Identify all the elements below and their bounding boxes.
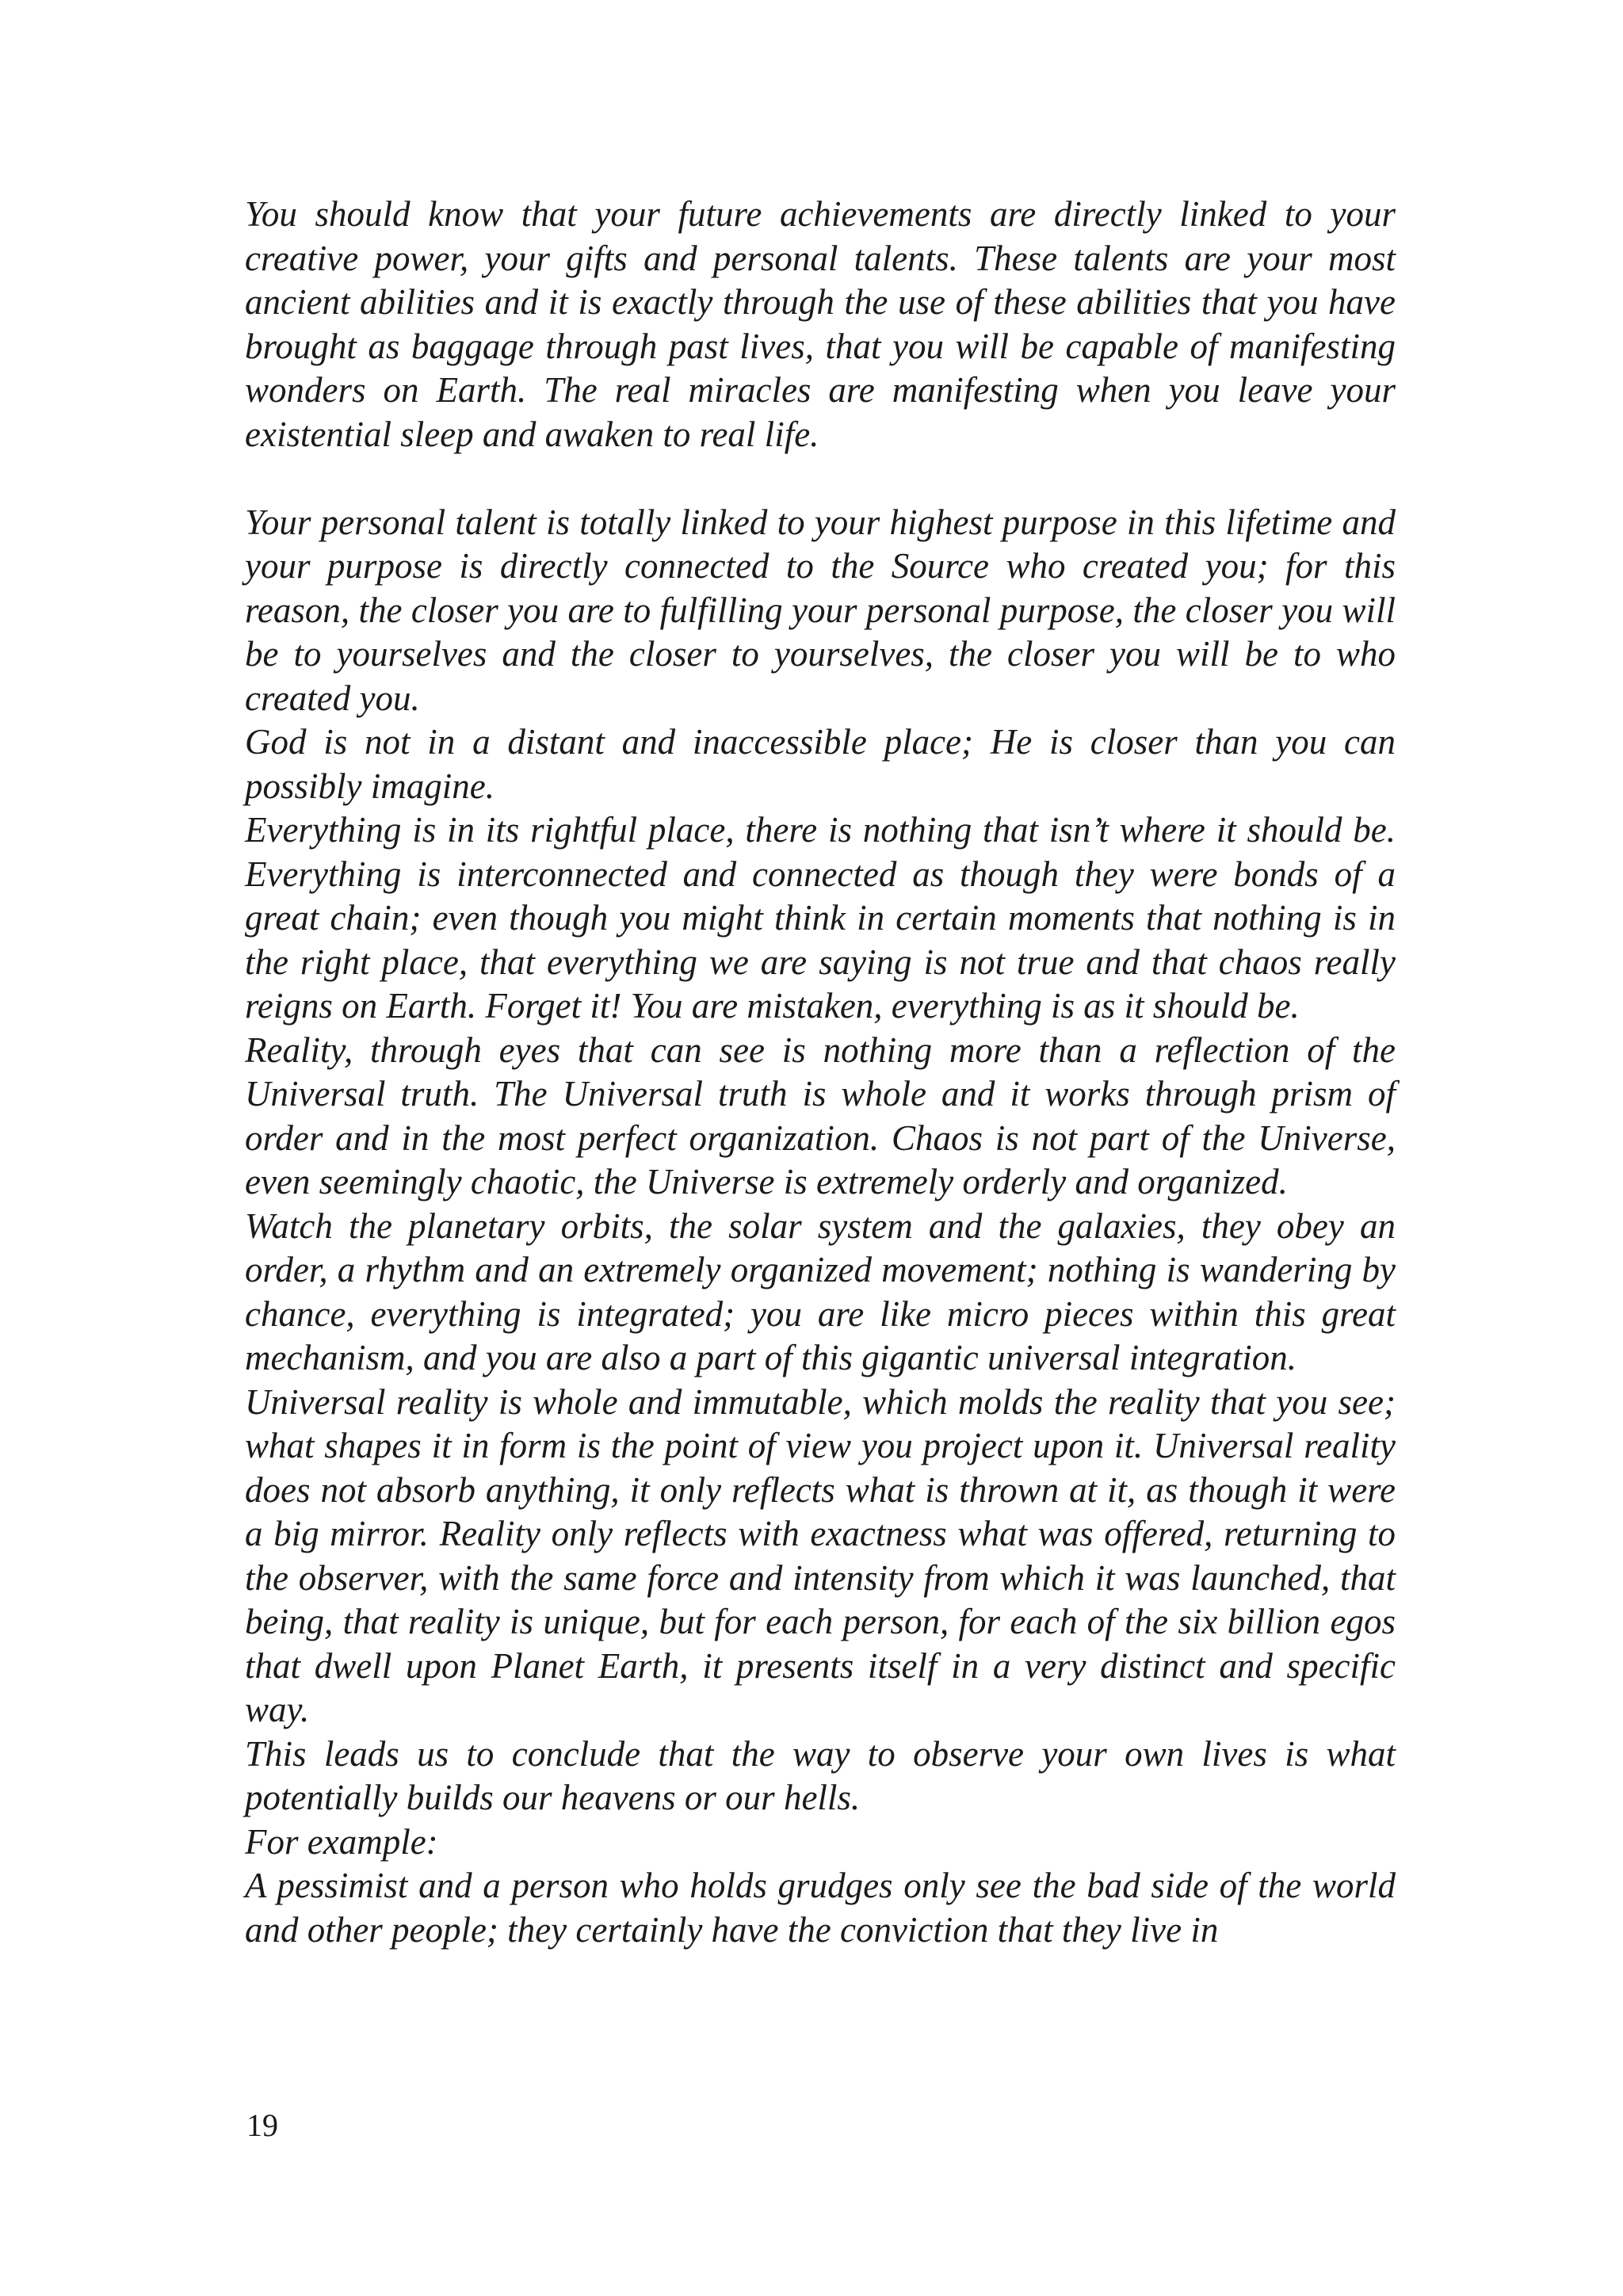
paragraph-example-label: For example: [245,1821,438,1862]
paragraph-universal-truth: Reality, through eyes that can see is nothing more than a reflection of the Universal truth. The Universal truth is whole and it works through prism of order and in the most perfect organization. Chaos is not part of the Universe, even seemingly chaotic, the Universe is extremely orderly and organized. [245,1030,1396,1201]
paragraph-pessimist: A pessimist and a person who holds grudges only see the bad side of the world and other people; they certainly have the conviction that they live in [245,1866,1396,1950]
paragraph-god-closer: God is not in a distant and inaccessible place; He is closer than you can possibly imagine. [245,722,1396,806]
paragraph-creative-power: You should know that your future achievements are directly linked to your creative power, your gifts and personal talents. These talents are your most ancient abilities and it is exactly through the use of these abilities that you have brought as baggage through past lives, that you will be capable of manifesting wonders on Earth. The real miracles are manifesting when you leave your existential sleep and awaken to real life. [245,194,1396,454]
paragraph-conclusion: This leads us to conclude that the way to observe your own lives is what potentially builds our heavens or our hells. [245,1733,1396,1817]
paragraph-universal-reality: Universal reality is whole and immutable, which molds the reality that you see; what shapes it in form is the point of view you project upon it. Universal reality does not absorb anything, it only reflects what is thrown at it, as though it were a big mirror. Reality only reflects with exactness what was offered, returning to the observer, with the same force and intensity from which it was launched, that being, that reality is unique, but for each person, for each of the six billion egos that dwell upon Planet Earth, it presents itself in a very distinct and specific way. [245,1381,1396,1729]
paragraph-rightful-place: Everything is in its rightful place, there is nothing that isn’t where it should be. Everything is interconnected and connected as though they were bonds of a great chain; even though you might think in certain moments that nothing is in the right place, that everything we are saying is not true and that chaos really reigns on Earth. Forget it! You are mistaken, everything is as it should be. [245,810,1396,1026]
paragraph-personal-talent: Your personal talent is totally linked to your highest purpose in this lifetime and your purpose is directly connected to the Source who created you; for this reason, the closer you are to fulfilling your personal purpose, the closer you will be to yourselves and the closer to yourselves, the closer you will be to who created you. [245,502,1396,718]
body-text [245,193,1396,1952]
paragraph-planetary-orbits: Watch the planetary orbits, the solar system and the galaxies, they obey an order, a rhythm and an extremely organized movement; nothing is wandering by chance, everything is integrated; you are like micro pieces within this great mechanism, and you are also a part of this gigantic universal integration. [245,1205,1396,1377]
page-number: 19 [246,2107,278,2143]
